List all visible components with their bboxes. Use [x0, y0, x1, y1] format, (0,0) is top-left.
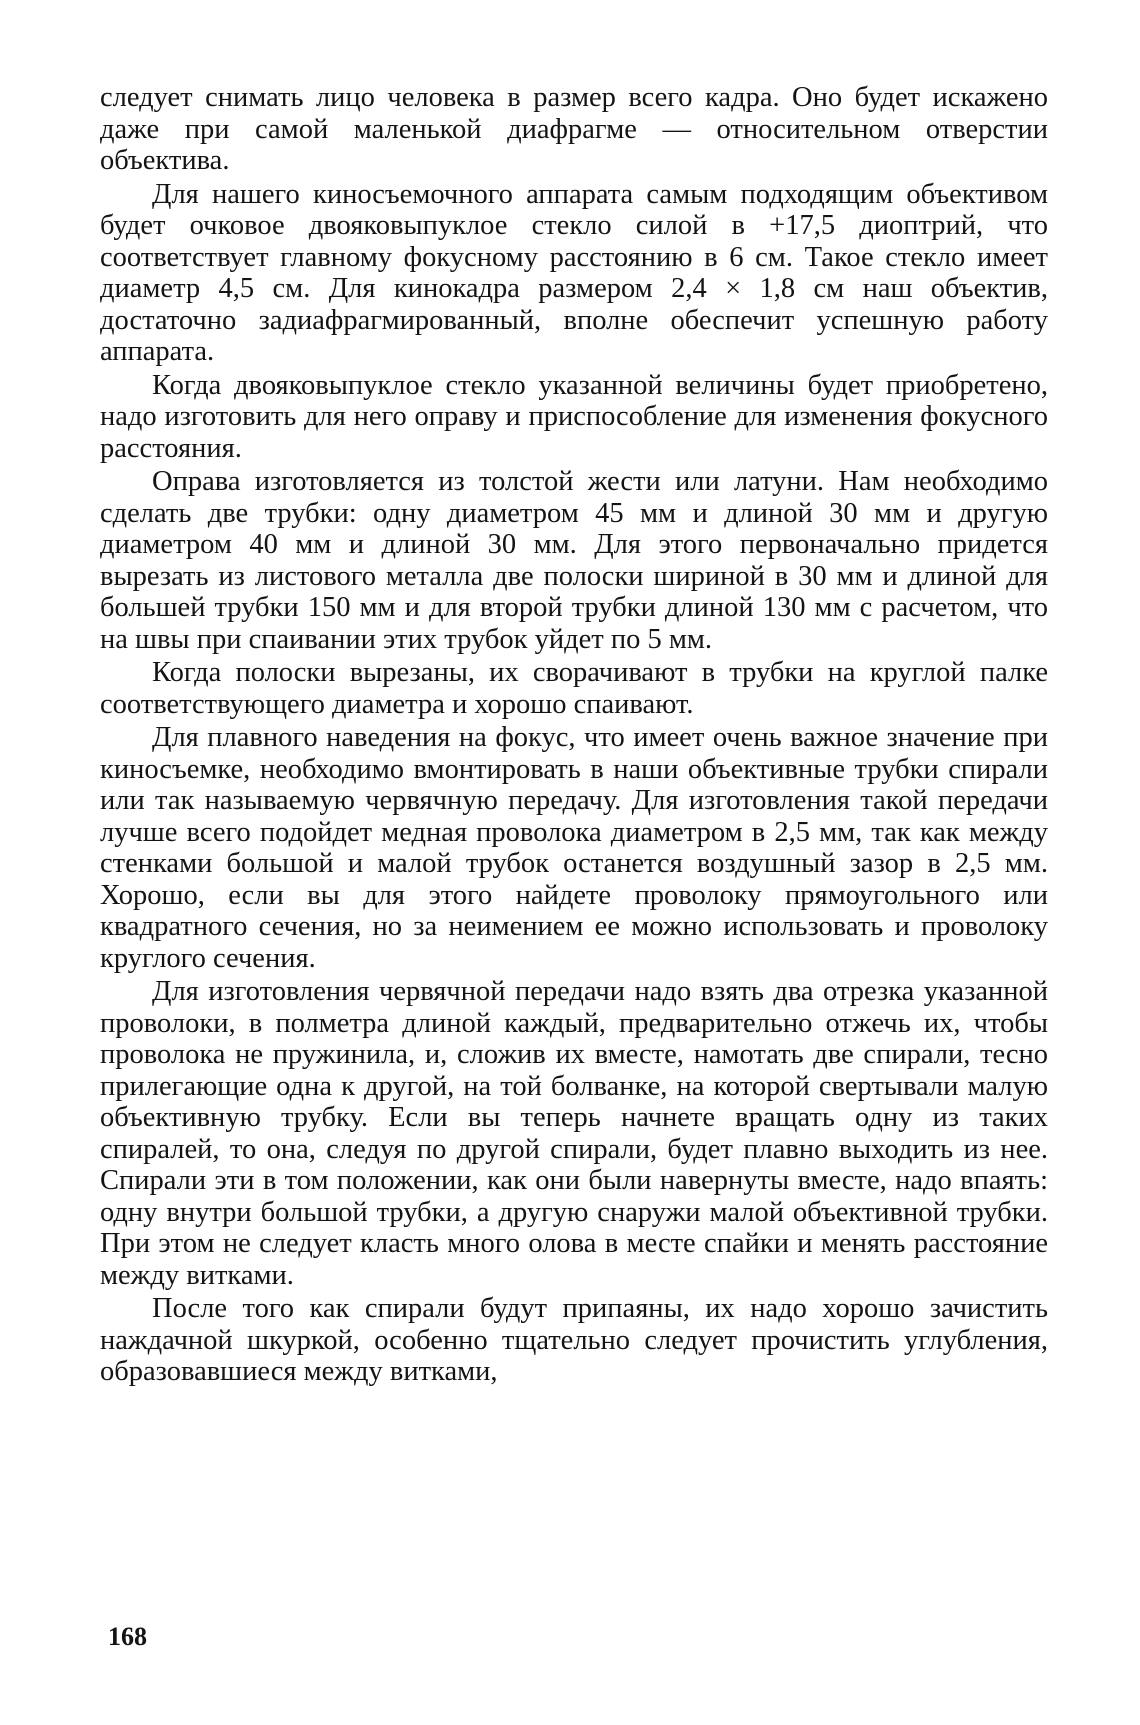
paragraph-mount-intro: Когда двояковыпуклое стекло указанной величины будет приобретено, надо изготовить для него оправу и приспособление для изменения фокусного расстояния. [100, 369, 1048, 464]
paragraph-continuation: следует снимать лицо человека в размер всего кадра. Оно будет искажено даже при самой маленькой диафрагме — относительном отверстии объектива. [100, 82, 1048, 176]
paragraph-mount-material: Оправа изготовляется из толстой жести или латуни. Нам необходимо сделать две трубки: одну диаметром 45 мм и длиной 30 мм и другую диаметром 40 мм и длиной 30 мм. Для этого первоначально придется вырезать из листового металла две полоски шириной в 30 мм и длиной для большей трубки 150 мм и для второй трубки длиной 130 мм с расчетом, что на швы при спаивании этих трубок уйдет по 5 мм. [100, 466, 1048, 655]
paragraph-tubes: Когда полоски вырезаны, их сворачивают в трубки на круглой палке соответствующего диаметра и хорошо спаивают. [100, 657, 1048, 720]
page-number: 168 [108, 1622, 147, 1651]
body-text [100, 82, 1048, 1390]
paragraph-focus: Для плавного наведения на фокус, что имеет очень важное значение при киносъемке, необходимо вмонтировать в наши объективные трубки спирали или так называемую червячную передачу. Для изготовления такой передачи лучше всего подойдет медная проволока диаметром в 2,5 мм, так как между стенками большой и малой трубок останется воздушный зазор в 2,5 мм. Хорошо, если вы для этого найдете проволоку прямоугольного или квадратного сечения, но за неимением ее можно использовать и проволоку круглого сечения. [100, 722, 1048, 974]
paragraph-worm-gear: Для изготовления червячной передачи надо взять два отрезка указанной проволоки, в полметра длиной каждый, предварительно отжечь их, чтобы проволока не пружинила, и, сложив их вместе, намотать две спирали, тесно прилегающие одна к другой, на той болванке, на которой свертывали малую объективную трубку. Если вы теперь начнете вращать одну из таких спиралей, то она, следуя по другой спирали, будет плавно выходить из нее. Спирали эти в том положении, как они были навернуты вместе, надо впаять: одну внутри большой трубки, а другую снаружи малой объективной трубки. При этом не следует класть много олова в месте спайки и менять расстояние между витками. [100, 976, 1048, 1291]
paragraph-cleaning: После того как спирали будут припаяны, их надо хорошо зачистить наждачной шкуркой, особенно тщательно следует прочистить углубления, образовавшиеся между витками, [100, 1293, 1048, 1387]
paragraph-lens: Для нашего киносъемочного аппарата самым подходящим объективом будет очковое двояковыпуклое стекло силой в +17,5 диоптрий, что соответствует главному фокусному расстоянию в 6 см. Такое стекло имеет диаметр 4,5 см. Для кинокадра размером 2,4 × 1,8 см наш объектив, достаточно задиафрагмированный, вполне обеспечит успешную работу аппарата. [100, 178, 1048, 367]
